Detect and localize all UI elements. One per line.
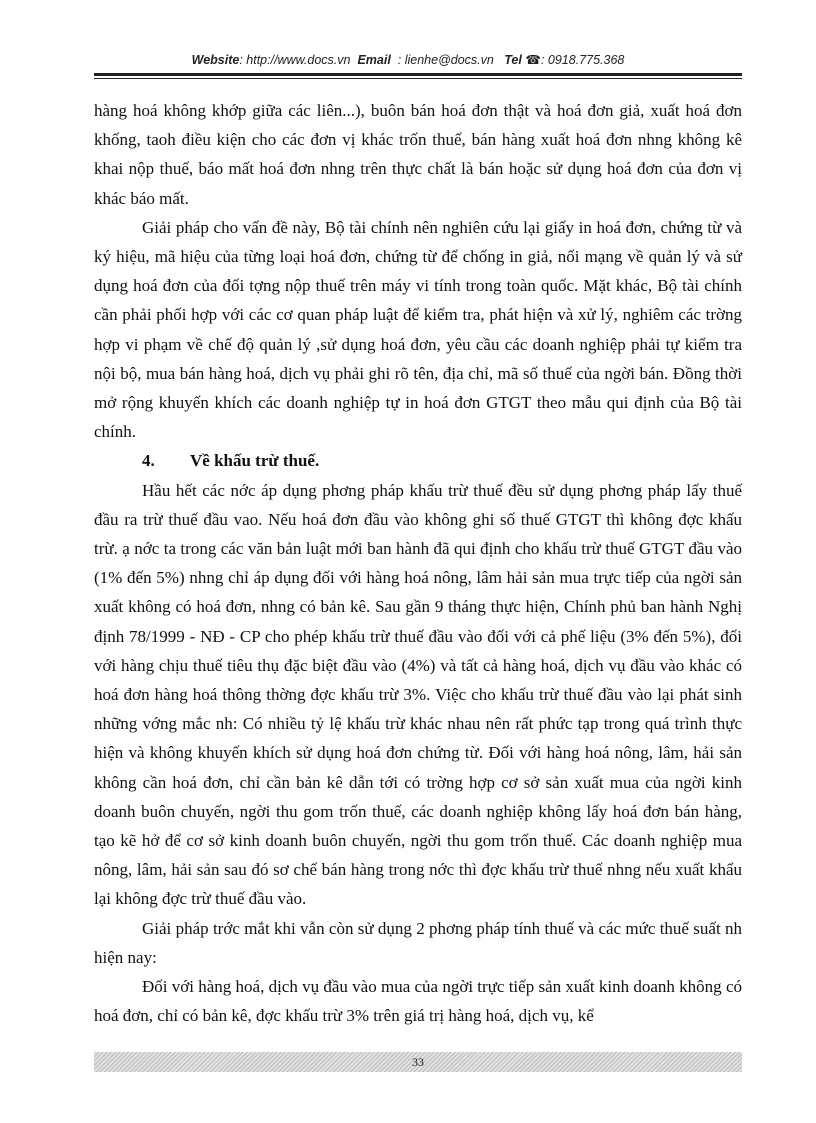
paragraph-1: hàng hoá không khớp giữa các liên...), buôn bán hoá đơn thật và hoá đơn giả, xuất hoá đơn khống, taoh điều kiện cho các đơn vị khác trốn thuế, bán hàng xuất hoá đơn nhng không kê khai nộp thuế, báo mất hoá đơn nhng trên thực chất là bán hoặc sử dụng hoá đơn của đơn vị khác báo mất.: [94, 101, 742, 208]
page-footer: [94, 1052, 742, 1072]
tel-value: : 0918.775.368: [540, 53, 625, 67]
page-number: 33: [412, 1055, 424, 1069]
header-rule-thick: [94, 73, 742, 76]
section-title: Về khấu trừ thuế.: [190, 451, 320, 471]
paragraph-4: Giải pháp trớc mắt khi vẫn còn sử dụng 2 phơng pháp tính thuế và các mức thuế suất nh hiện nay:: [94, 918, 742, 967]
document-body: [94, 96, 742, 1031]
page-header: [0, 52, 816, 67]
email-label: Email: [357, 53, 391, 67]
email-value: : lienhe@docs.vn: [397, 53, 494, 67]
section-heading: [94, 446, 742, 475]
phone-icon: ☎: [525, 53, 541, 67]
section-number: 4.: [142, 451, 155, 471]
website-value: : http://www.docs.vn: [239, 53, 351, 67]
paragraph-2: Giải pháp cho vấn đề này, Bộ tài chính nên nghiên cứu lại giấy in hoá đơn, chứng từ và ký hiệu, mã hiệu của từng loại hoá đơn, chứng từ để chống in giả, nối mạng về quản lý và sử dụng hoá đơn của đối tợng nộp thuế trên máy vi tính trong toàn quốc. Mặt khác, Bộ tài chính cần phải phối hợp với các cơ quan pháp luật để kiểm tra, phát hiện và xử lý, nghiêm các trờng hợp vi phạm về chế độ quản lý ,sử dụng hoá đơn, yêu cầu các doanh nghiệp phải tự kiểm tra nội bộ, mua bán hàng hoá, dịch vụ phải ghi rõ tên, địa chỉ, mã số thuế của ngời bán. Đồng thời mở rộng khuyến khích các doanh nghiệp tự in hoá đơn GTGT theo mẫu qui định của Bộ tài chính.: [94, 217, 742, 442]
paragraph-3: Hầu hết các nớc áp dụng phơng pháp khấu trừ thuế đều sử dụng phơng pháp lấy thuế đầu ra trừ thuế đầu vao. Nếu hoá đơn đầu vào không ghi số thuế GTGT thì không đợc khấu trừ. ạ nớc ta trong các văn bản luật mới ban hành đã qui định cho khấu trừ thuế GTGT đầu vào (1% đến 5%) nhng chỉ áp dụng đối với hàng hoá nông, lâm hải sản mua trực tiếp của ngời sản xuất không có hoá đơn, nhng có bản kê. Sau gần 9 tháng thực hiện, Chính phủ ban hành Nghị định 78/1999 - NĐ - CP cho phép khấu trừ thuế đầu vào đối với cả phế liệu (3% đến 5%), đối với hàng chịu thuế tiêu thụ đặc biệt đầu vào (4%) và tất cả hàng hoá, dịch vụ đầu vào khác có hoá đơn hàng hoá thông thờng đợc khấu trừ 3%. Việc cho khấu trừ thuế đầu vào lại phát sinh những vớng mắc nh: Có nhiều tỷ lệ khấu trừ khác nhau nên rất phức tạp trong quá trình thực hiện và không khuyến khích sử dụng hoá đơn chứng từ. Đối với hàng hoá nông, lâm, hải sản không cần hoá đơn, chỉ cần bản kê dẫn tới có trờng hợp cơ sở sản xuất mua của ngời kinh doanh buôn chuyến, ngời thu gom trốn thuế, các doanh nghiệp không lấy hoá đơn bán hàng, tạo kẽ hở để cơ sở kinh doanh buôn chuyến, ngời thu gom trốn thuế. Các doanh nghiệp mua nông, lâm, hải sản sau đó sơ chế bán hàng trong nớc thì đợc khấu trừ thuế nhng nếu xuất khẩu lại không đợc trừ thuế đầu vào.: [94, 480, 742, 909]
header-rule-thin: [94, 78, 742, 79]
website-label: Website: [191, 53, 240, 67]
tel-label: Tel: [504, 53, 522, 67]
paragraph-5: Đối với hàng hoá, dịch vụ đầu vào mua của ngời trực tiếp sản xuất kinh doanh không có hoá đơn, chỉ có bản kê, đợc khấu trừ 3% trên giá trị hàng hoá, dịch vụ, kể: [94, 977, 742, 1026]
